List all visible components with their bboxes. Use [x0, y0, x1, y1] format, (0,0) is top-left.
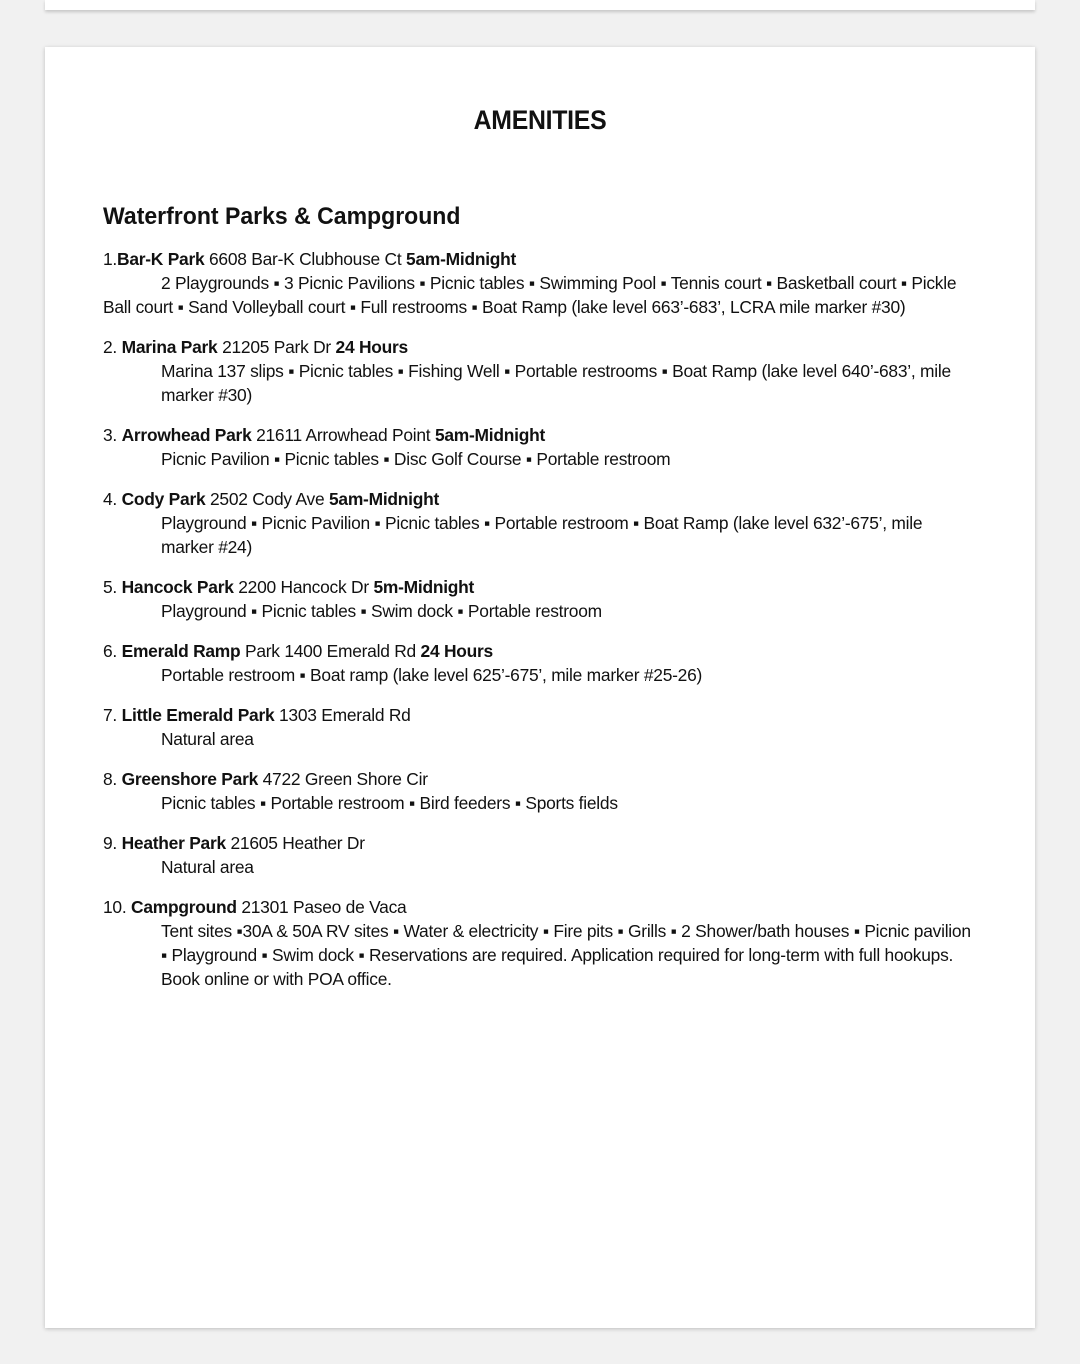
park-amenities: Picnic tables ▪ Portable restroom ▪ Bird feeders ▪ Sports fields — [161, 793, 618, 813]
item-heading — [103, 831, 973, 855]
list-item-hancock-park — [103, 575, 973, 623]
list-item-little-emerald-park — [103, 703, 973, 751]
park-name: Cody Park — [121, 489, 206, 509]
list-item-emerald-ramp-park — [103, 639, 973, 687]
park-address: 2200 Hancock Dr — [238, 577, 369, 597]
park-amenities: Natural area — [161, 729, 254, 749]
park-name: Emerald Ramp — [121, 641, 241, 661]
park-hours: 5am-Midnight — [434, 425, 545, 445]
document-page — [45, 47, 1035, 1328]
list-item-bar-k-park — [103, 247, 973, 319]
park-address: 4722 Green Shore Cir — [262, 769, 428, 789]
park-name-suffix: Park — [244, 641, 280, 661]
park-amenities: Picnic Pavilion ▪ Picnic tables ▪ Disc Golf Course ▪ Portable restroom — [161, 449, 671, 469]
park-amenities: Tent sites ▪30A & 50A RV sites ▪ Water & electricity ▪ Fire pits ▪ Grills ▪ 2 Shower/bath houses ▪ Picnic pavilion ▪ Playground ▪ Swim dock ▪ Reservations are required. Application required for long-term with full hookups. Book online or with POA office. — [161, 921, 971, 989]
section-title: Waterfront Parks & Campground — [103, 203, 461, 230]
park-hours: 5am-Midnight — [328, 489, 440, 509]
item-heading — [103, 639, 973, 663]
park-amenities: Playground ▪ Picnic Pavilion ▪ Picnic tables ▪ Portable restroom ▪ Boat Ramp (lake level 632’-675’, mile marker #24) — [161, 513, 923, 557]
park-amenities: Portable restroom ▪ Boat ramp (lake level 625’-675’, mile marker #25-26) — [161, 665, 703, 685]
item-number: 4. — [103, 489, 118, 509]
park-address: 21611 Arrowhead Point — [256, 425, 431, 445]
park-name: Campground — [131, 897, 237, 917]
list-item-cody-park — [103, 487, 973, 559]
item-heading — [103, 703, 973, 727]
item-number: 8. — [103, 769, 118, 789]
item-number: 6. — [103, 641, 118, 661]
park-amenities: Marina 137 slips ▪ Picnic tables ▪ Fishing Well ▪ Portable restrooms ▪ Boat Ramp (lake level 640’-683’, mile marker #30) — [161, 361, 951, 405]
list-item-arrowhead-park — [103, 423, 973, 471]
park-name: Marina Park — [121, 337, 218, 357]
document-title: AMENITIES — [473, 105, 607, 135]
park-name: Hancock Park — [121, 577, 234, 597]
previous-page-edge — [45, 0, 1035, 10]
park-name: Bar-K Park — [117, 249, 205, 269]
item-heading — [103, 335, 973, 359]
item-number: 1. — [103, 249, 118, 269]
park-hours: 5am-Midnight — [406, 249, 517, 269]
item-number: 2. — [103, 337, 118, 357]
item-heading — [103, 247, 973, 271]
park-amenities: Playground ▪ Picnic tables ▪ Swim dock ▪ Portable restroom — [161, 601, 602, 621]
item-heading — [103, 895, 973, 919]
item-number: 9. — [103, 833, 118, 853]
amenities-list — [103, 247, 973, 1007]
item-number: 7. — [103, 705, 118, 725]
park-address: 21205 Park Dr — [222, 337, 331, 357]
park-name: Greenshore Park — [121, 769, 259, 789]
item-heading — [103, 487, 973, 511]
park-amenities: 2 Playgrounds ▪ 3 Picnic Pavilions ▪ Picnic tables ▪ Swimming Pool ▪ Tennis court ▪ Basketball court ▪ Pickle Ball court ▪ Sand Volleyball court ▪ Full restrooms ▪ Boat Ramp (lake level 663’-683’, LCRA mile marker #30) — [103, 273, 957, 317]
park-name: Arrowhead Park — [121, 425, 252, 445]
list-item-heather-park — [103, 831, 973, 879]
list-item-marina-park — [103, 335, 973, 407]
park-hours: 5m-Midnight — [373, 577, 475, 597]
item-heading — [103, 767, 973, 791]
park-amenities: Natural area — [161, 857, 254, 877]
park-address: 21301 Paseo de Vaca — [241, 897, 407, 917]
park-address: 2502 Cody Ave — [209, 489, 325, 509]
park-name: Heather Park — [121, 833, 226, 853]
park-address: 1400 Emerald Rd — [284, 641, 416, 661]
park-hours: 24 Hours — [420, 641, 493, 661]
park-address: 21605 Heather Dr — [230, 833, 365, 853]
list-item-greenshore-park — [103, 767, 973, 815]
item-heading — [103, 575, 973, 599]
park-hours: 24 Hours — [335, 337, 408, 357]
item-number: 10. — [103, 897, 127, 917]
park-name: Little Emerald Park — [121, 705, 275, 725]
item-number: 5. — [103, 577, 118, 597]
park-address: 6608 Bar-K Clubhouse Ct — [209, 249, 402, 269]
item-heading — [103, 423, 973, 447]
list-item-campground — [103, 895, 973, 991]
item-number: 3. — [103, 425, 118, 445]
park-address: 1303 Emerald Rd — [279, 705, 411, 725]
